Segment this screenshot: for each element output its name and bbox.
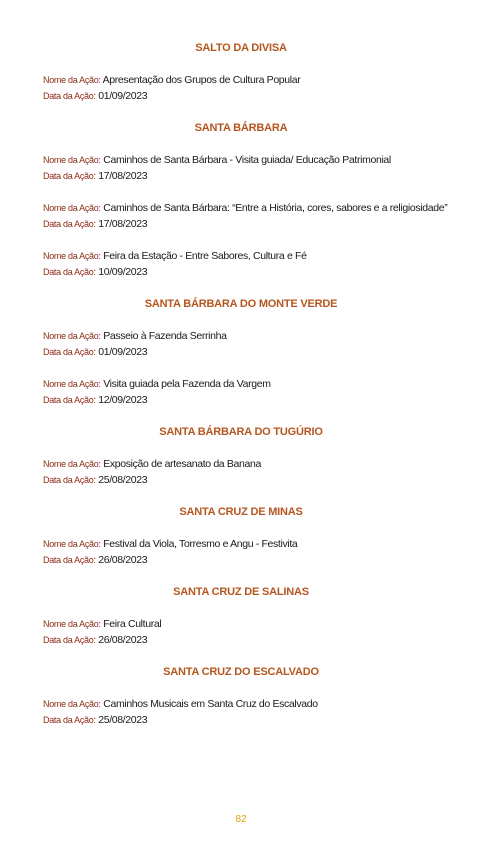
action-date: 17/08/2023 (98, 218, 148, 230)
action-name-line (43, 697, 318, 711)
action-name-label: Nome da Ação: (43, 331, 101, 341)
action-date-line (43, 473, 147, 487)
action-date-line (43, 345, 147, 359)
action-date-line (43, 265, 147, 279)
action-name-line (43, 537, 297, 551)
action-date: 26/08/2023 (98, 634, 148, 646)
action-name-line (43, 457, 261, 471)
action-date: 17/08/2023 (98, 170, 148, 182)
action-date: 26/08/2023 (98, 554, 148, 566)
page-number: 82 (235, 814, 247, 825)
action-date-label: Data da Ação: (43, 715, 96, 725)
action-name: Caminhos Musicais em Santa Cruz do Escalvado (103, 698, 318, 710)
action-date-label: Data da Ação: (43, 219, 96, 229)
action-name: Feira Cultural (103, 618, 162, 630)
action-date-label: Data da Ação: (43, 395, 96, 405)
action-date: 25/08/2023 (98, 474, 148, 486)
action-name-label: Nome da Ação: (43, 379, 101, 389)
action-date-label: Data da Ação: (43, 171, 96, 181)
action-date-line (43, 393, 147, 407)
action-name: Festival da Viola, Torresmo e Angu - Festivita (103, 538, 298, 550)
action-date: 25/08/2023 (98, 714, 148, 726)
action-date-line (43, 89, 147, 103)
section-heading: SANTA CRUZ DE SALINAS (173, 586, 309, 598)
action-date-line (43, 713, 147, 727)
action-date-label: Data da Ação: (43, 347, 96, 357)
action-name-label: Nome da Ação: (43, 155, 101, 165)
action-name-line (43, 201, 447, 215)
section-heading: SANTA CRUZ DO ESCALVADO (163, 666, 319, 678)
action-date: 12/09/2023 (98, 394, 148, 406)
action-date-line (43, 633, 147, 647)
action-name-line (43, 329, 227, 343)
action-name-label: Nome da Ação: (43, 699, 101, 709)
action-name-line (43, 73, 300, 87)
action-name: Caminhos de Santa Bárbara - Visita guiada/ Educação Patrimonial (103, 154, 391, 166)
action-name: Feira da Estação - Entre Sabores, Cultura e Fé (103, 250, 307, 262)
action-name-line (43, 377, 271, 391)
action-name-line (43, 249, 307, 263)
action-name-label: Nome da Ação: (43, 75, 101, 85)
section-heading: SANTA CRUZ DE MINAS (179, 506, 303, 518)
action-name: Passeio à Fazenda Serrinha (103, 330, 227, 342)
action-date-label: Data da Ação: (43, 267, 96, 277)
action-date-label: Data da Ação: (43, 555, 96, 565)
section-heading: SALTO DA DIVISA (195, 42, 287, 54)
action-name: Visita guiada pela Fazenda da Vargem (103, 378, 271, 390)
section-heading: SANTA BÁRBARA DO MONTE VERDE (144, 298, 338, 310)
action-name-label: Nome da Ação: (43, 539, 101, 549)
action-name-line (43, 617, 161, 631)
section-heading: SANTA BÁRBARA (194, 122, 288, 134)
action-name-line (43, 153, 391, 167)
action-name: Exposição de artesanato da Banana (103, 458, 261, 470)
action-date-line (43, 217, 147, 231)
action-date: 10/09/2023 (98, 266, 148, 278)
action-date: 01/09/2023 (98, 90, 148, 102)
action-date-label: Data da Ação: (43, 475, 96, 485)
action-date: 01/09/2023 (98, 346, 148, 358)
action-date-label: Data da Ação: (43, 91, 96, 101)
action-name-label: Nome da Ação: (43, 619, 101, 629)
action-name: Apresentação dos Grupos de Cultura Popular (102, 74, 301, 86)
action-name-label: Nome da Ação: (43, 251, 101, 261)
action-name-label: Nome da Ação: (43, 203, 101, 213)
action-date-line (43, 553, 147, 567)
action-name-label: Nome da Ação: (43, 459, 101, 469)
action-name: Caminhos de Santa Bárbara: “Entre a História, cores, sabores e a religiosidade” (103, 202, 448, 214)
action-date-label: Data da Ação: (43, 635, 96, 645)
action-date-line (43, 169, 147, 183)
section-heading: SANTA BÁRBARA DO TUGÚRIO (159, 426, 323, 438)
